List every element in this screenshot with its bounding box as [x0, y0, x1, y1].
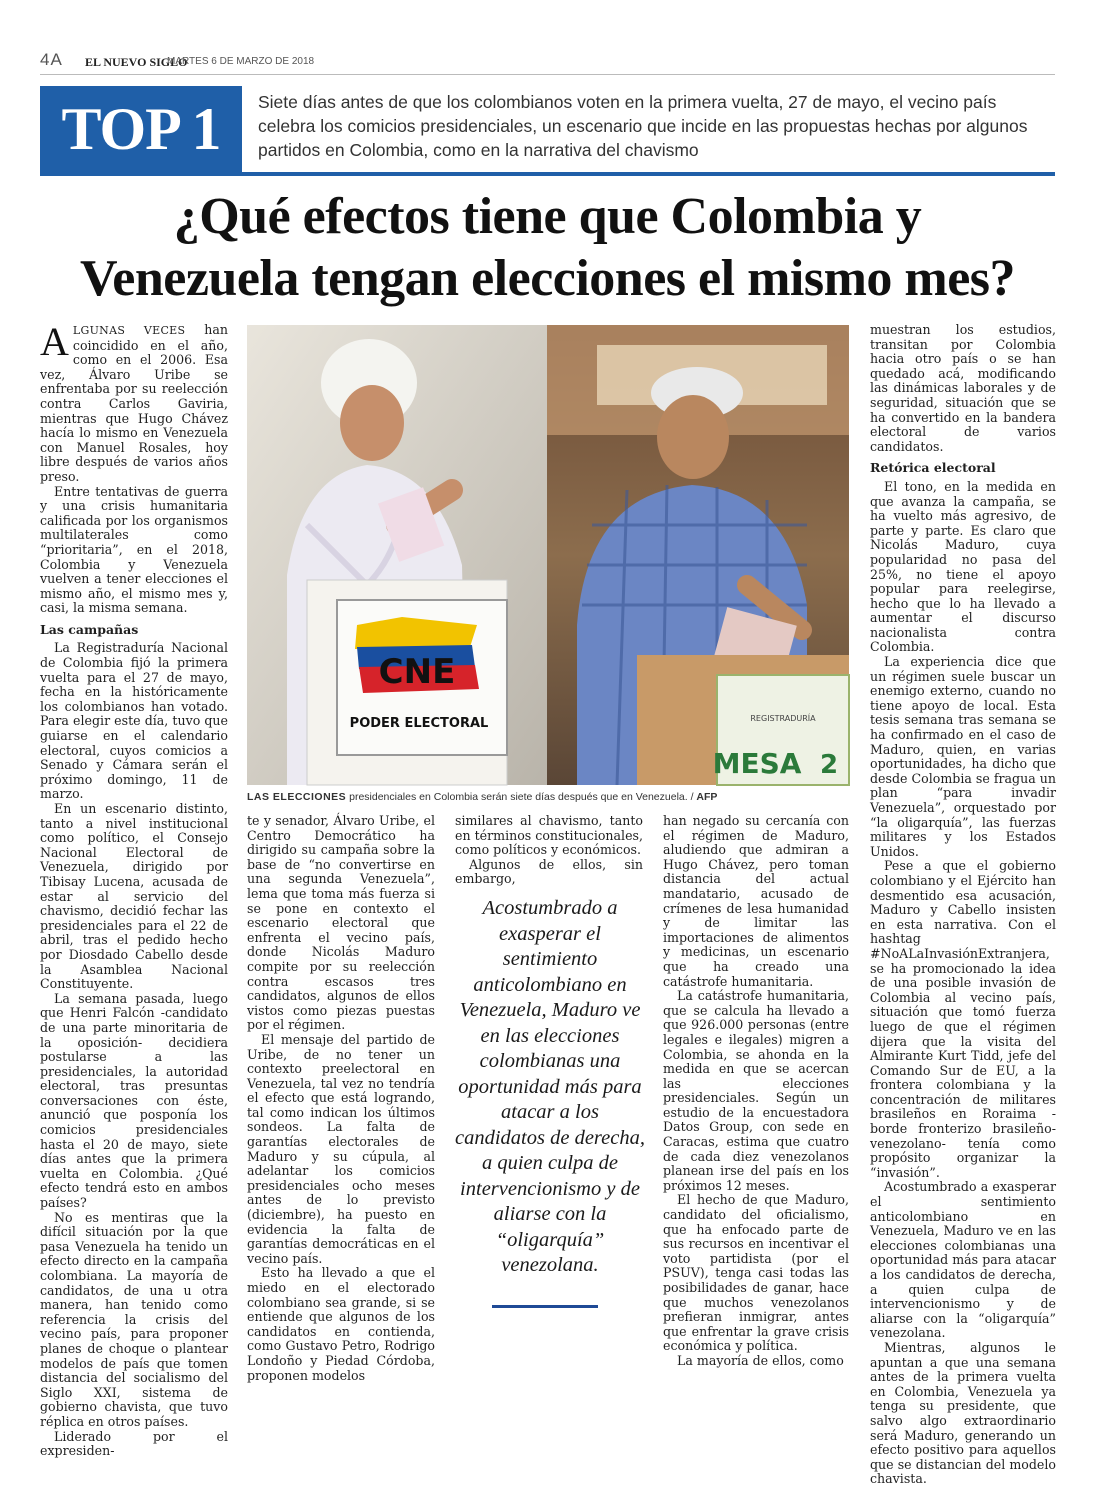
subhead-campanas: Las campañas	[40, 621, 139, 637]
headline-line-2: Venezuela tengan elecciones el mismo mes?	[79, 250, 1016, 307]
paragraph: Algunos de ellos, sin embargo,	[455, 856, 643, 887]
headline-line-1: ¿Qué efectos tiene que Colombia y	[173, 188, 922, 245]
article-column-2	[247, 814, 435, 1383]
paragraph: La catástrofe humanitaria, que se calcula ha llevado a que 926.000 personas (entre legales e ilegales) migren a Colombia, se ahonda en la medida en que se acercan las elecciones presidenciales. Según un estudio de la encuestadora Datos Group, con sede en Caracas, estima que cuatro de cada diez venezolanos planean irse del país en los próximos 12 meses.	[663, 988, 849, 1193]
mesa-text: MESA	[712, 747, 802, 780]
pull-quote-rule	[492, 1305, 598, 1308]
paragraph: han coincidido en el año, como en el 2006. Esa vez, Álvaro Uribe se enfrentaba por su reelección contra Carlos Gaviria, mientras que Hugo Chávez hacía lo mismo en Venezuela con Manuel Rosales, hoy libre después de varios años preso.	[40, 322, 228, 484]
paragraph: La experiencia dice que un régimen suele buscar un enemigo externo, cuando no tiene apoyo de local. Esta tesis semana tras semana se ha confirmado en el caso de Maduro, quien, en varias oportunidades, ha dicho que desde Colombia se fragua un plan “para invadir Venezuela”, orquestado por “la oligarquía”, las fuerzas militares y los Estados Unidos.	[870, 654, 1056, 859]
paragraph: La mayoría de ellos, como	[677, 1352, 844, 1368]
folio-rule	[40, 74, 1055, 75]
paragraph: En un escenario distinto, tanto a nivel institucional como político, el Consejo Nacional Electoral de Venezuela, dirigido por Tibisay Lucena, acusada de estar al servicio del chavismo, decidió fechar las presidenciales para el 22 de abril, tras el pedido hecho por Diosdado Cabello desde la Asamblea Nacional Constituyente.	[40, 801, 228, 992]
election-photo	[247, 325, 849, 785]
caption-lead: LAS ELECCIONES	[247, 791, 347, 803]
paragraph: La Registraduría Nacional de Colombia fijó la primera vuelta para el 27 de mayo, fecha en la históricamente los colombianos han votado. Para elegir este día, tuvo que guiarse en el calendario electoral, cuyos comicios a Senado y Cámara serán el próximo domingo, 11 de marzo.	[40, 640, 228, 802]
caption-text: presidenciales en Colombia serán siete días después que en Venezuela. /	[346, 791, 697, 803]
caption-credit: AFP	[696, 791, 718, 803]
page-number: 4A	[40, 50, 63, 69]
paragraph: Acostumbrado a exasperar el sentimiento anticolombiano en Venezuela, Maduro ve en las elecciones colombianas una oportunidad más para atacar a los candidatos de derecha, a quien culpa de intervencionismo y de aliarse con la “oligarquía” venezolana.	[870, 1179, 1056, 1341]
pull-quote: Acostumbrado a exasperar el sentimiento anticolombiano en Venezuela, Maduro ve en las elecciones colombianas una oportunidad más para atacar a los candidatos de derecha, a quien culpa de intervencionismo y de aliarse con la “oligarquía” venezolana.	[455, 897, 645, 1276]
article-column-4	[663, 814, 849, 1369]
paragraph: No es mentiras que la difícil situación por la que pasa Venezuela ha tenido un efecto directo en la campaña colombiana. La mayoría de candidatos, de una u otra manera, han tenido como referencia la crisis del vecino país, para proponer planes de choque o plantear modelos de país que tomen distancia del socialismo del Siglo XXI, sistema de gobierno chavista, que tuvo réplica en otros países.	[40, 1209, 228, 1429]
opening-caps: LGUNAS VECES	[72, 324, 186, 337]
mesa-number: 2	[819, 750, 839, 780]
paragraph: El hecho de que Maduro, candidato del oficialismo, que ha enfocado parte de sus recursos en incentivar el voto partidista (por el PSUV), tenga casi todas las posibilidades de ganar, hace que muchos venezolanos prefieran inmigrar, antes que enfrentar la grave crisis económica y política.	[663, 1192, 849, 1354]
paragraph: Esto ha llevado a que el miedo en el electorado colombiano sea grande, si se entiende que algunos de los candidatos en contienda, como Gustavo Petro, Rodrigo Londoño y Piedad Córdoba, proponen modelos	[247, 1265, 435, 1383]
newspaper-name: EL NUEVO SIGLO	[85, 55, 188, 69]
article-column-1	[40, 319, 228, 1459]
registraduria-text: REGISTRADURÍA	[750, 714, 816, 723]
subhead-retorica: Retórica electoral	[870, 460, 996, 476]
paragraph: similares al chavismo, tanto en términos constitucionales, como políticos y económicos.	[455, 813, 643, 858]
paragraph: han negado su cercanía con el régimen de Maduro, aludiendo que admiran a Hugo Chávez, pero toman distancia del actual mandatario, acusado de crímenes de lesa humanidad y de limitar las importaciones de alimentos y medicinas, un escenario que ha creado una catástrofe humanitaria.	[663, 813, 849, 989]
headline	[40, 186, 1055, 310]
woman-face	[340, 385, 404, 461]
article-column-3	[455, 814, 643, 887]
paragraph: muestran los estudios, transitan por Colombia hacia otro país o se han quedado acá, modificando las dinámicas laborales y de seguridad, situación que se ha convertido en la bandera electoral de varios candidatos.	[870, 322, 1056, 454]
paragraph: Mientras, algunos le apuntan a que una semana antes de la primera vuelta en Colombia, Venezuela ya tenga su presidente, que salvo algo extraordinario será Maduro, generando un efecto positivo para aquellos que se distancian del modelo chavista.	[870, 1339, 1056, 1487]
cne-logo-text: CNE	[378, 652, 456, 692]
man-face	[657, 395, 729, 479]
poder-electoral-text: PODER ELECTORAL	[349, 716, 489, 731]
paragraph: te y senador, Álvaro Uribe, el Centro Democrático ha dirigido su campaña sobre la base de “no convertirse en una segunda Venezuela”, lema que toma más fuerza si se pone en contexto el escenario electoral que enfrenta el vecino país, donde Nicolás Maduro compite por su reelección contra escasos tres candidatos, algunos de ellos vistos como piezas puestas por el régimen.	[247, 813, 435, 1033]
paragraph: Liderado por el expresiden-	[40, 1428, 228, 1459]
opening-paragraph	[40, 319, 228, 485]
paragraph: El mensaje del partido de Uribe, de no tener un contexto preelectoral en Venezuela, tal vez no tendría el efecto que está logrando, tal como indican los últimos sondeos. La falta de garantías electorales de Maduro y su cúpula, al adelantar los comicios presidenciales ocho meses antes de lo previsto (diciembre), ha puesto en evidencia la falta de garantías democráticas en el vecino país.	[247, 1031, 435, 1266]
section-rule	[40, 172, 1055, 176]
photo-caption	[247, 791, 849, 803]
paragraph: El tono, en la medida en que avanza la campaña, se ha vuelto más agresivo, de parte y parte. Es claro que Nicolás Maduro, cuya popularidad no pasa del 25%, no tiene el apoyo popular para reelegirse, hecho que lo ha llevado a aumentar el discurso nacionalista contra Colombia.	[870, 478, 1056, 655]
article-column-5	[870, 323, 1056, 1487]
paragraph: Entre tentativas de guerra y una crisis humanitaria calificada por los organismos multilaterales como “prioritaria”, en el 2018, Colombia y Venezuela vuelven a tener elecciones el mismo año, el mismo mes y, casi, la misma semana.	[40, 483, 228, 616]
photo-illustration	[247, 325, 849, 785]
section-label: TOP 1	[40, 86, 242, 172]
paragraph: Pese a que el gobierno colombiano y el Ejército han desmentido esa acusación, Maduro y Cabello insisten en esta narrativa. Con el hashtag #NoALaInvasiónExtranjera, se ha promocionado la idea de una posible invasión de Colombia al vecino país, situación que tomó fuerza luego de que el régimen dijera que la visita del Almirante Kurt Tidd, jefe del Comando Sur de EU, a la frontera colombiana y la concentración de militares brasileños en Roraima -borde fronterizo brasileño-venezolano- tenía como propósito organizar la “invasión”.	[870, 858, 1056, 1180]
dropcap: A	[40, 319, 69, 364]
issue-date: MARTES 6 DE MARZO DE 2018	[167, 56, 315, 67]
article-deck: Siete días antes de que los colombianos voten en la primera vuelta, 27 de mayo, el vecino país celebra los comicios presidenciales, un escenario que incide en las propuestas hechas por algunos partidos en Colombia, como en la narrativa del chavismo	[258, 92, 1028, 160]
paragraph: La semana pasada, luego que Henri Falcón -candidato de una parte minoritaria de la oposición- decidiera postularse a las presidenciales, la autoridad electoral, tras presuntas conversaciones con éste, anunció que posponía los comicios presidenciales hasta el 20 de mayo, siete días antes que la primera vuelta en Colombia. ¿Qué efecto tendrá esto en ambos países?	[40, 990, 228, 1211]
